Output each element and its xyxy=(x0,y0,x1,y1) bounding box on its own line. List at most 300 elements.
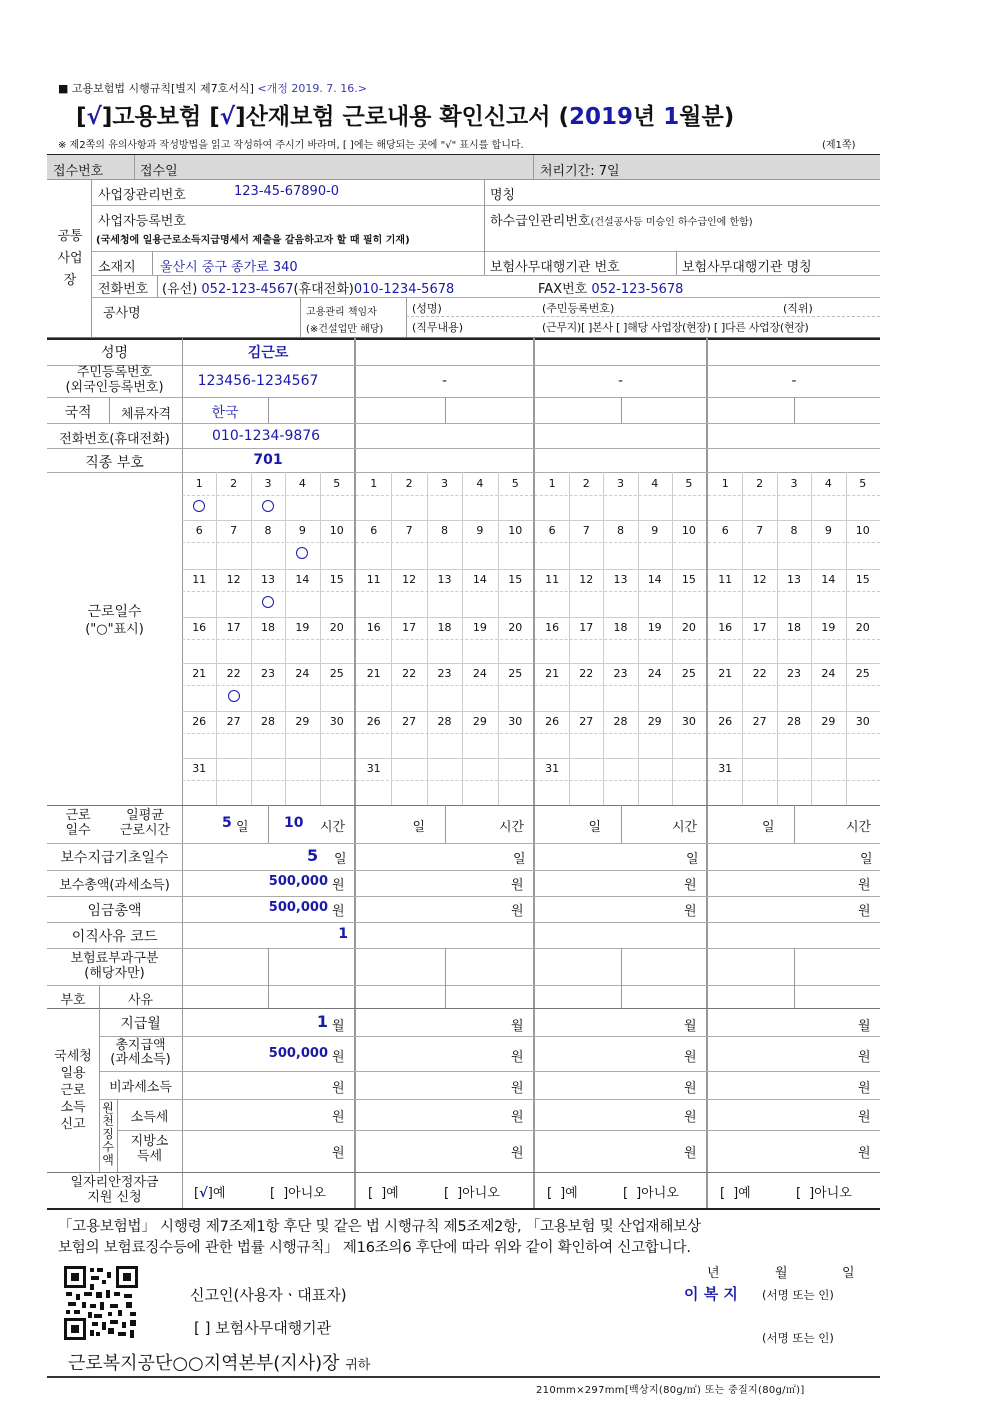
day-cell-31[interactable] xyxy=(182,780,216,807)
day-cell-11[interactable] xyxy=(356,591,391,618)
day-number: 1 xyxy=(548,477,556,490)
declaration-line-1: 「고용보험법」 시행령 제7조제1항 후단 및 같은 법 시행규칙 제5조제2항, 「고용보험 및 산업재해보상 xyxy=(58,1219,701,1235)
day-cell-26[interactable] xyxy=(182,733,216,760)
day-cell-22[interactable] xyxy=(391,685,426,712)
paper-spec: 210mm×297mm[백상지(80g/㎡) 또는 중질지(80g/㎡)] xyxy=(536,1385,805,1396)
day-cell-2[interactable] xyxy=(569,495,603,522)
unit-day: 일 xyxy=(686,852,699,867)
day-number: 28 xyxy=(613,715,628,728)
day-cell-4[interactable] xyxy=(638,495,672,522)
day-number: 4 xyxy=(298,477,306,490)
day-cell-5[interactable] xyxy=(320,495,354,522)
job-code-label: 직종 부호 xyxy=(85,455,144,471)
day-cell-29[interactable] xyxy=(285,733,319,760)
day-cell-13[interactable] xyxy=(603,591,637,618)
reporter-signature[interactable]: (서명 또는 인) xyxy=(762,1288,834,1302)
calendar-row-line xyxy=(182,711,354,712)
day-cell-13[interactable] xyxy=(427,591,462,618)
unit-won: 원 xyxy=(332,878,345,893)
days-hours-divider xyxy=(621,805,622,843)
day-number: 10 xyxy=(329,524,344,537)
manager-note: (※건설업만 해당) xyxy=(306,324,384,335)
day-cell-13[interactable] xyxy=(777,591,811,618)
day-number: 23 xyxy=(437,667,452,680)
insurance-division-label: 보험료부과구분 (해당자만) xyxy=(70,951,159,981)
industrial-accident-check: √ xyxy=(219,104,236,130)
day-cell-27[interactable] xyxy=(742,733,776,760)
yes-check: √ xyxy=(199,1186,208,1201)
manager-title-field[interactable]: (직위) xyxy=(783,302,813,315)
day-cell-31[interactable] xyxy=(356,780,391,807)
day-cell-7[interactable] xyxy=(569,542,603,569)
day-number: 21 xyxy=(192,667,207,680)
worker-rrn[interactable]: - xyxy=(617,373,624,389)
day-cell-18[interactable] xyxy=(777,639,811,666)
day-cell-29[interactable] xyxy=(811,733,845,760)
unit-month: 월 xyxy=(858,1019,871,1034)
manager-rrn-field[interactable]: (주민등록번호) xyxy=(542,302,615,315)
day-number: 17 xyxy=(226,621,241,634)
worker-phone[interactable]: 010-1234-9876 xyxy=(212,428,321,444)
day-cell-1[interactable] xyxy=(708,495,742,522)
day-cell-7[interactable] xyxy=(216,542,250,569)
day-cell-29[interactable] xyxy=(638,733,672,760)
stabilization-yes-option[interactable]: [ ]예 xyxy=(547,1186,578,1201)
day-cell-9[interactable] xyxy=(638,542,672,569)
day-cell-17[interactable] xyxy=(569,639,603,666)
day-number: 3 xyxy=(616,477,624,490)
day-cell-9[interactable] xyxy=(285,542,319,569)
day-cell-19[interactable] xyxy=(462,639,497,666)
day-cell-9[interactable] xyxy=(462,542,497,569)
insurance-divider xyxy=(794,948,795,1008)
biz-reg-label: 사업자등록번호 xyxy=(98,214,186,229)
day-cell-14[interactable] xyxy=(811,591,845,618)
unit-month: 월 xyxy=(511,1019,524,1034)
day-cell-24[interactable] xyxy=(811,685,845,712)
unit-won: 원 xyxy=(858,1110,871,1125)
day-cell-18[interactable] xyxy=(603,639,637,666)
calendar-row-line xyxy=(708,711,880,712)
day-number: 6 xyxy=(721,524,729,537)
rrn-row-label: 주민등록번호 (외국인등록번호) xyxy=(65,365,164,395)
day-number: 19 xyxy=(647,621,662,634)
day-number: 11 xyxy=(545,573,560,586)
stabilization-no-option[interactable]: [ ]아니오 xyxy=(444,1186,500,1201)
calendar-row-line xyxy=(708,663,880,664)
calendar-row-line xyxy=(182,758,354,759)
day-cell-14[interactable] xyxy=(462,591,497,618)
agency-checkbox[interactable]: [ ] 보험사무대행기관 xyxy=(194,1319,332,1337)
nationality-divider xyxy=(621,397,622,423)
stabilization-yes-option[interactable]: [ ]예 xyxy=(368,1186,399,1201)
calendar-row-line xyxy=(356,711,533,712)
day-cell-23[interactable] xyxy=(603,685,637,712)
day-cell-5[interactable] xyxy=(846,495,880,522)
day-cell-25[interactable] xyxy=(672,685,706,712)
day-cell-7[interactable] xyxy=(391,542,426,569)
day-cell-3[interactable] xyxy=(427,495,462,522)
day-cell-28[interactable] xyxy=(777,733,811,760)
day-cell-4[interactable] xyxy=(285,495,319,522)
unit-won: 원 xyxy=(858,1081,871,1096)
day-cell-14[interactable] xyxy=(285,591,319,618)
day-number: 12 xyxy=(402,573,417,586)
unit-won: 원 xyxy=(511,1081,524,1096)
day-cell-16[interactable] xyxy=(356,639,391,666)
day-number: 29 xyxy=(647,715,662,728)
unit-won: 원 xyxy=(684,1050,697,1065)
agency-signature[interactable]: (서명 또는 인) xyxy=(762,1331,834,1345)
worker-separation-code[interactable]: 1 xyxy=(338,926,348,942)
tax-report-side-label: 국세청 일용 근로 소득 신고 xyxy=(54,1049,92,1132)
day-cell-19[interactable] xyxy=(638,639,672,666)
day-cell-9[interactable] xyxy=(811,542,845,569)
worker-hours[interactable]: 10 xyxy=(284,815,304,831)
day-cell-2[interactable] xyxy=(391,495,426,522)
day-cell-6[interactable] xyxy=(182,542,216,569)
day-cell-5[interactable] xyxy=(498,495,533,522)
day-number: 31 xyxy=(718,762,733,775)
days-hours-divider xyxy=(794,805,795,843)
day-cell-7[interactable] xyxy=(742,542,776,569)
unit-day: 일 xyxy=(412,820,426,835)
day-number: 27 xyxy=(752,715,767,728)
day-number: 9 xyxy=(824,524,832,537)
day-cell-26[interactable] xyxy=(708,733,742,760)
unit-won: 원 xyxy=(684,878,697,893)
date-day-label: 일 xyxy=(842,1266,855,1281)
calendar-row-line xyxy=(182,617,354,618)
day-cell-8[interactable] xyxy=(777,542,811,569)
day-number: 19 xyxy=(821,621,836,634)
day-cell-10[interactable] xyxy=(320,542,354,569)
day-cell-20[interactable] xyxy=(498,639,533,666)
day-number: 3 xyxy=(790,477,798,490)
day-number: 24 xyxy=(295,667,310,680)
phone-row: (유선) 052-123-4567(휴대전화)010-1234-5678 xyxy=(162,282,455,297)
day-cell-17[interactable] xyxy=(391,639,426,666)
worker-job-code[interactable]: 701 xyxy=(253,452,283,468)
day-cell-19[interactable] xyxy=(285,639,319,666)
day-cell-20[interactable] xyxy=(846,639,880,666)
stabilization-no-option[interactable]: [ ]아니오 xyxy=(270,1186,326,1201)
day-cell-6[interactable] xyxy=(535,542,569,569)
day-cell-12[interactable] xyxy=(742,591,776,618)
day-cell-23[interactable] xyxy=(427,685,462,712)
day-cell-28[interactable] xyxy=(251,733,285,760)
stabilization-yes-option[interactable]: [√]예 xyxy=(194,1186,226,1201)
day-number: 25 xyxy=(508,667,523,680)
day-cell-10[interactable] xyxy=(846,542,880,569)
name-row-label: 성명 xyxy=(100,345,129,361)
day-number: 17 xyxy=(579,621,594,634)
day-cell-16[interactable] xyxy=(708,639,742,666)
agency-name-label: 보험사무대행기관 명칭 xyxy=(682,260,812,275)
day-cell-1[interactable] xyxy=(535,495,569,522)
day-number: 6 xyxy=(548,524,556,537)
day-cell-21[interactable] xyxy=(708,685,742,712)
total-pay-label: 총지급액 (과세소득) xyxy=(110,1038,171,1067)
day-number: 19 xyxy=(472,621,487,634)
calendar-row-line xyxy=(356,663,533,664)
worker-rrn[interactable]: 123456-1234567 xyxy=(197,373,319,389)
manager-workplace-options[interactable]: (근무지)[ ]본사 [ ]해당 사업장(현장) [ ]다른 사업장(현장) xyxy=(542,321,809,334)
stabilization-yes-option[interactable]: [ ]예 xyxy=(720,1186,751,1201)
pay-total-label: 보수총액(과세소득) xyxy=(59,878,170,893)
worker-name[interactable]: 김근로 xyxy=(247,345,289,361)
day-number: 20 xyxy=(329,621,344,634)
insurance-divider xyxy=(268,948,269,1008)
day-number: 1 xyxy=(370,477,378,490)
day-number: 8 xyxy=(790,524,798,537)
day-cell-11[interactable] xyxy=(708,591,742,618)
day-number: 11 xyxy=(366,573,381,586)
day-number: 31 xyxy=(192,762,207,775)
mgmt-number-value[interactable]: 123-45-67890-0 xyxy=(234,184,340,199)
fax-value[interactable]: 052-123-5678 xyxy=(591,282,684,297)
day-cell-31[interactable] xyxy=(708,780,742,807)
day-number: 29 xyxy=(295,715,310,728)
day-number: 7 xyxy=(405,524,413,537)
day-cell-22[interactable] xyxy=(569,685,603,712)
day-cell-23[interactable] xyxy=(251,685,285,712)
day-cell-17[interactable] xyxy=(216,639,250,666)
day-cell-18[interactable] xyxy=(427,639,462,666)
day-cell-21[interactable] xyxy=(535,685,569,712)
stabilization-no-option[interactable]: [ ]아니오 xyxy=(796,1186,852,1201)
day-cell-21[interactable] xyxy=(182,685,216,712)
day-cell-30[interactable] xyxy=(320,733,354,760)
day-number: 21 xyxy=(545,667,560,680)
day-cell-20[interactable] xyxy=(672,639,706,666)
day-cell-12[interactable] xyxy=(569,591,603,618)
workday-mark-icon xyxy=(262,500,274,512)
withholding-side-label: 원 천 징 수 액 xyxy=(102,1101,114,1167)
day-cell-2[interactable] xyxy=(742,495,776,522)
addressee: 근로복지공단○○지역본부(지사)장 귀하 xyxy=(68,1353,371,1374)
manager-label: 고용관리 책임자 xyxy=(306,307,377,318)
mobile-value[interactable]: 010-1234-5678 xyxy=(353,282,455,297)
day-number: 26 xyxy=(366,715,381,728)
day-number: 12 xyxy=(226,573,241,586)
unit-day: 일 xyxy=(860,852,873,867)
separation-code-label: 이직사유 코드 xyxy=(71,929,158,945)
day-number: 18 xyxy=(613,621,628,634)
day-cell-21[interactable] xyxy=(356,685,391,712)
day-cell-14[interactable] xyxy=(638,591,672,618)
day-cell-26[interactable] xyxy=(356,733,391,760)
day-cell-16[interactable] xyxy=(182,639,216,666)
day-number: 27 xyxy=(402,715,417,728)
insurance-divider xyxy=(621,948,622,1008)
phone-value[interactable]: 052-123-4567 xyxy=(201,282,294,297)
worker-days[interactable]: 5 xyxy=(222,815,232,831)
day-cell-10[interactable] xyxy=(498,542,533,569)
day-number: 15 xyxy=(329,573,344,586)
day-number: 22 xyxy=(579,667,594,680)
day-cell-4[interactable] xyxy=(462,495,497,522)
day-cell-6[interactable] xyxy=(708,542,742,569)
worker-wage-total[interactable]: 500,000 xyxy=(268,900,328,915)
day-cell-4[interactable] xyxy=(811,495,845,522)
day-number: 10 xyxy=(681,524,696,537)
unit-won: 원 xyxy=(684,1110,697,1125)
day-cell-11[interactable] xyxy=(182,591,216,618)
day-cell-29[interactable] xyxy=(462,733,497,760)
worker-rrn[interactable]: - xyxy=(791,373,797,389)
day-cell-11[interactable] xyxy=(535,591,569,618)
day-cell-27[interactable] xyxy=(569,733,603,760)
day-number: 20 xyxy=(855,621,870,634)
day-cell-25[interactable] xyxy=(320,685,354,712)
day-cell-19[interactable] xyxy=(811,639,845,666)
manager-name-field[interactable]: (성명) xyxy=(412,302,442,315)
day-cell-30[interactable] xyxy=(846,733,880,760)
unit-won: 원 xyxy=(511,1146,524,1161)
calendar-row-line xyxy=(535,663,706,664)
day-number: 20 xyxy=(508,621,523,634)
day-cell-8[interactable] xyxy=(603,542,637,569)
reason-label: 사유 xyxy=(127,993,154,1008)
worker-pay-days[interactable]: 5 xyxy=(307,846,319,865)
worker-pay-total[interactable]: 500,000 xyxy=(268,874,328,889)
day-cell-24[interactable] xyxy=(285,685,319,712)
page-number: (제1쪽) xyxy=(822,140,856,151)
day-cell-22[interactable] xyxy=(216,685,250,712)
day-number: 23 xyxy=(786,667,801,680)
day-cell-20[interactable] xyxy=(320,639,354,666)
unit-won: 원 xyxy=(511,878,524,893)
mgmt-number-label: 사업장관리번호 xyxy=(98,188,186,203)
reception-date-label: 접수일 xyxy=(140,164,178,179)
calendar-row-line xyxy=(356,758,533,759)
unit-hour: 시간 xyxy=(499,820,525,835)
unit-won: 원 xyxy=(332,904,345,919)
day-number: 2 xyxy=(756,477,764,490)
report-month: 1 xyxy=(663,104,680,130)
day-number: 14 xyxy=(821,573,836,586)
day-number: 30 xyxy=(681,715,696,728)
worker-total-pay[interactable]: 500,000 xyxy=(268,1046,328,1061)
day-cell-3[interactable] xyxy=(251,495,285,522)
manager-duty-field[interactable]: (직무내용) xyxy=(412,321,464,334)
day-number: 4 xyxy=(824,477,832,490)
days-hours-label: 근로 일수 xyxy=(65,808,91,838)
day-cell-12[interactable] xyxy=(216,591,250,618)
day-number: 25 xyxy=(855,667,870,680)
worker-nationality[interactable]: 한국 xyxy=(211,405,239,421)
worker-rrn[interactable]: - xyxy=(441,373,448,389)
nontax-label: 비과세소득 xyxy=(109,1080,172,1095)
unit-hour: 시간 xyxy=(672,820,698,835)
day-cell-31[interactable] xyxy=(535,780,569,807)
day-cell-3[interactable] xyxy=(603,495,637,522)
day-cell-30[interactable] xyxy=(672,733,706,760)
day-cell-18[interactable] xyxy=(251,639,285,666)
report-year: 2019 xyxy=(569,104,634,130)
day-number: 5 xyxy=(511,477,519,490)
calendar-row-line xyxy=(535,758,706,759)
day-cell-25[interactable] xyxy=(846,685,880,712)
day-number: 20 xyxy=(681,621,696,634)
day-cell-17[interactable] xyxy=(742,639,776,666)
day-number: 23 xyxy=(260,667,275,680)
day-cell-10[interactable] xyxy=(672,542,706,569)
day-number: 9 xyxy=(651,524,659,537)
day-number: 30 xyxy=(329,715,344,728)
day-cell-22[interactable] xyxy=(742,685,776,712)
day-number: 22 xyxy=(226,667,241,680)
day-cell-16[interactable] xyxy=(535,639,569,666)
day-number: 24 xyxy=(821,667,836,680)
pay-days-label: 보수지급기초일수 xyxy=(60,850,169,866)
unit-month: 월 xyxy=(332,1019,345,1034)
day-cell-8[interactable] xyxy=(251,542,285,569)
worker-pay-month[interactable]: 1 xyxy=(316,1012,328,1031)
day-cell-3[interactable] xyxy=(777,495,811,522)
day-cell-8[interactable] xyxy=(427,542,462,569)
address-value[interactable]: 울산시 중구 종가로 340 xyxy=(160,260,298,275)
day-cell-27[interactable] xyxy=(216,733,250,760)
day-number: 1 xyxy=(721,477,729,490)
unit-hour: 시간 xyxy=(846,820,872,835)
day-cell-27[interactable] xyxy=(391,733,426,760)
workplace-side-label: 공통 사업 장 xyxy=(57,229,83,288)
day-cell-23[interactable] xyxy=(777,685,811,712)
day-cell-24[interactable] xyxy=(462,685,497,712)
day-cell-28[interactable] xyxy=(603,733,637,760)
day-cell-15[interactable] xyxy=(846,591,880,618)
unit-won: 원 xyxy=(684,904,697,919)
day-cell-25[interactable] xyxy=(498,685,533,712)
day-cell-6[interactable] xyxy=(356,542,391,569)
nationality-divider xyxy=(445,397,446,423)
day-cell-12[interactable] xyxy=(391,591,426,618)
day-cell-30[interactable] xyxy=(498,733,533,760)
day-number: 15 xyxy=(508,573,523,586)
stabilization-no-option[interactable]: [ ]아니오 xyxy=(623,1186,679,1201)
day-number: 23 xyxy=(613,667,628,680)
day-number: 6 xyxy=(195,524,203,537)
day-number: 30 xyxy=(855,715,870,728)
day-number: 11 xyxy=(192,573,207,586)
day-number: 2 xyxy=(405,477,413,490)
day-cell-15[interactable] xyxy=(672,591,706,618)
day-cell-1[interactable] xyxy=(182,495,216,522)
workday-mark-icon xyxy=(228,690,240,702)
calendar-row-line xyxy=(708,617,880,618)
day-cell-1[interactable] xyxy=(356,495,391,522)
day-number: 24 xyxy=(472,667,487,680)
day-number: 31 xyxy=(366,762,381,775)
day-cell-2[interactable] xyxy=(216,495,250,522)
day-number: 2 xyxy=(230,477,238,490)
day-cell-28[interactable] xyxy=(427,733,462,760)
reception-number-label: 접수번호 xyxy=(53,164,104,179)
day-cell-24[interactable] xyxy=(638,685,672,712)
day-cell-5[interactable] xyxy=(672,495,706,522)
calendar-row-line xyxy=(708,758,880,759)
day-cell-15[interactable] xyxy=(498,591,533,618)
phone-row-label: 전화번호(휴대전화) xyxy=(59,432,170,447)
reporter-name[interactable]: 이 복 지 xyxy=(684,1285,738,1303)
day-cell-13[interactable] xyxy=(251,591,285,618)
day-cell-15[interactable] xyxy=(320,591,354,618)
day-number: 8 xyxy=(440,524,448,537)
day-number: 31 xyxy=(545,762,560,775)
day-cell-26[interactable] xyxy=(535,733,569,760)
